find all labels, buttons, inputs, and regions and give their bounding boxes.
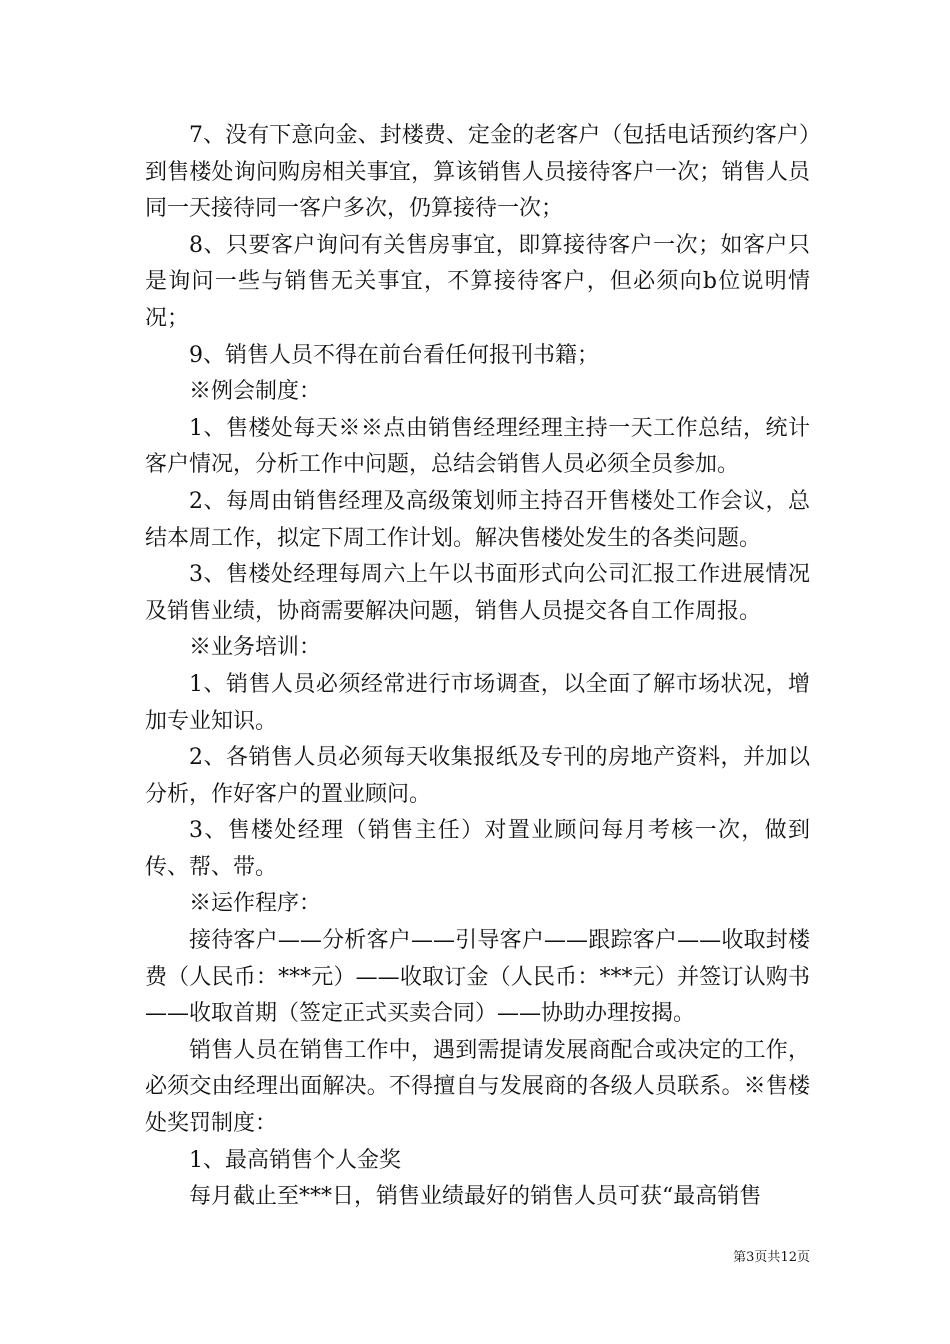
paragraph-award-1-detail: 每月截止至***日，销售业绩最好的销售人员可获“最高销售 [189, 1184, 762, 1210]
footer-current-page: 3 [746, 1250, 755, 1265]
document-body [145, 118, 810, 1216]
footer-prefix: 第 [733, 1250, 747, 1265]
paragraph-procedure-flow: 接待客户——分析客户——引导客户——跟踪客户——收取封楼费（人民币：***元）——收取订金（人民币：***元）并签订认购书——收取首期（签定正式买卖合同）——协助办理按揭。 [145, 928, 810, 1027]
page-footer [660, 1246, 810, 1265]
paragraph-meeting-1: 1、售楼处每天※※点由销售经理经理主持一天工作总结，统计客户情况，分析工作中问题，总结会销售人员必须全员参加。 [145, 415, 810, 478]
section-heading-procedure: ※运作程序： [189, 891, 322, 917]
paragraph-meeting-3: 3、售楼处经理每周六上午以书面形式向公司汇报工作进展情况及销售业绩，协商需要解决问题，销售人员提交各自工作周报。 [145, 562, 810, 624]
footer-middle: 页共 [754, 1250, 781, 1265]
paragraph-training-2: 2、各销售人员必须每天收集报纸及专刊的房地产资料，并加以分析，作好客户的置业顾问。 [145, 745, 810, 807]
paragraph-award-1: 1、最高销售个人金奖 [189, 1147, 401, 1173]
footer-total-pages: 12 [780, 1250, 797, 1265]
section-heading-meeting: ※例会制度： [189, 379, 322, 405]
paragraph-7: 7、没有下意向金、封楼费、定金的老客户（包括电话预约客户）到售楼处询问购房相关事宜，算该销售人员接待客户一次；销售人员同一天接待同一客户多次，仍算接待一次； [145, 123, 810, 222]
paragraph-training-1: 1、销售人员必须经常进行市场调查，以全面了解市场状况，增加专业知识。 [145, 671, 810, 734]
paragraph-procedure-note: 销售人员在销售工作中，遇到需提请发展商配合或决定的工作，必须交由经理出面解决。不得擅自与发展商的各级人员联系。※售楼处奖罚制度： [145, 1037, 810, 1137]
footer-suffix: 页 [796, 1250, 810, 1265]
section-heading-training: ※业务培训： [189, 635, 322, 661]
paragraph-8: 8、只要客户询问有关售房事宜，即算接待客户一次；如客户只是询问一些与销售无关事宜，不算接待客户，但必须向b位说明情况； [145, 232, 810, 331]
paragraph-training-3: 3、售楼处经理（销售主任）对置业顾问每月考核一次，做到传、帮、带。 [145, 818, 810, 880]
paragraph-meeting-2: 2、每周由销售经理及高级策划师主持召开售楼处工作会议，总结本周工作，拟定下周工作计划。解决售楼处发生的各类问题。 [145, 488, 810, 551]
paragraph-9: 9、销售人员不得在前台看任何报刊书籍； [189, 342, 599, 368]
